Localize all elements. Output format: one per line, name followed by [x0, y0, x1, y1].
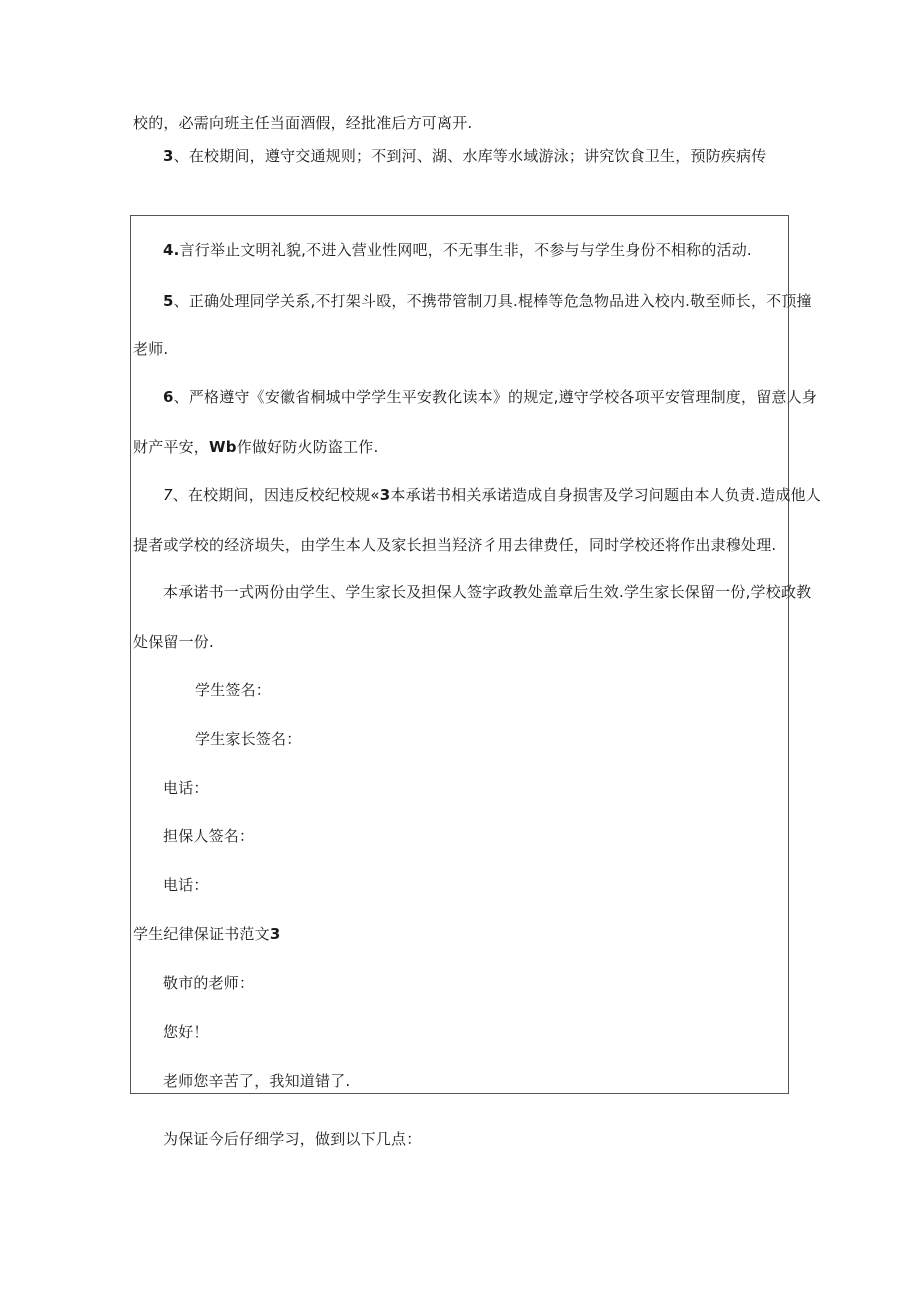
item-text: 、正确处理同学关系,不打架斗殴，不携带管制刀具.棍棒等危急物品进入校内.敬至师长，不顶撞	[173, 292, 812, 310]
item-text: 、严格遵守《安徽省桐城中学学生平安教化读本》的规定,遵守学校各项平安管理制度，留意人身	[173, 388, 818, 406]
item-number: 4.	[163, 241, 180, 259]
paragraph: 本承诺书一式两份由学生、学生家长及担保人签字政教处盖章后生效.学生家长保留一份,学校政教	[163, 583, 812, 601]
greeting: 敬市的老师：	[163, 974, 255, 992]
pledge-line: 为保证今后仔细学习，做到以下几点：	[163, 1130, 422, 1148]
item-number: 7	[163, 486, 173, 504]
section-title	[133, 924, 280, 944]
item-text: 本承诺书相关承诺造成自身损害及学习问题由本人负责.造成他人	[390, 486, 821, 504]
paragraph-continuation: 处保留一份.	[133, 633, 214, 651]
item-number: 6	[163, 388, 174, 406]
item-4	[163, 240, 752, 260]
section-title-text: 学生纪律保证书范文	[133, 925, 270, 943]
item-7	[163, 485, 821, 505]
item-text: 、在校期间，遵守交通规则；不到河、湖、水库等水域游泳；讲究饮食卫生，预防疾病传	[173, 147, 767, 165]
student-signature-label: 学生签名：	[195, 681, 272, 699]
item-7-continuation: 提者或学校的经济埙失，由学生本人及家长担当羟济彳用去律费任，同时学校还将作出隶穆处理.	[133, 536, 777, 554]
item-number: 3	[163, 147, 174, 165]
parent-signature-label: 学生家长签名：	[195, 730, 302, 748]
item-number: 5	[163, 292, 174, 310]
phone-label: 电话：	[163, 779, 209, 797]
item-5	[163, 291, 812, 311]
text-line: 校的，必需向班主任当面酒假，经批准后方可离开.	[133, 114, 473, 132]
item-6	[163, 387, 817, 407]
item-5-continuation: 老师.	[133, 340, 169, 358]
item-text: 、在校期间，因违反校纪校规«	[172, 486, 380, 504]
section-title-number: 3	[269, 925, 281, 943]
phone-label: 电话：	[163, 876, 209, 894]
item-text: 财产平安，	[133, 438, 210, 456]
item-text: 作做好防火防盗工作.	[236, 438, 379, 456]
apology-line: 老师您辛苦了，我知道错了.	[163, 1072, 351, 1090]
content-frame	[130, 215, 789, 1094]
salutation: 您好！	[163, 1023, 209, 1041]
item-text: 言行举止文明礼貌,不进入营业性网吧，不无事生非，不参与与学生身份不相称的活动.	[179, 241, 752, 259]
item-text-bold: Wb	[209, 438, 237, 456]
item-6-continuation	[133, 437, 378, 457]
item-text-bold: 3	[379, 486, 391, 504]
guarantor-signature-label: 担保人签名：	[163, 827, 255, 845]
item-3	[163, 146, 766, 166]
